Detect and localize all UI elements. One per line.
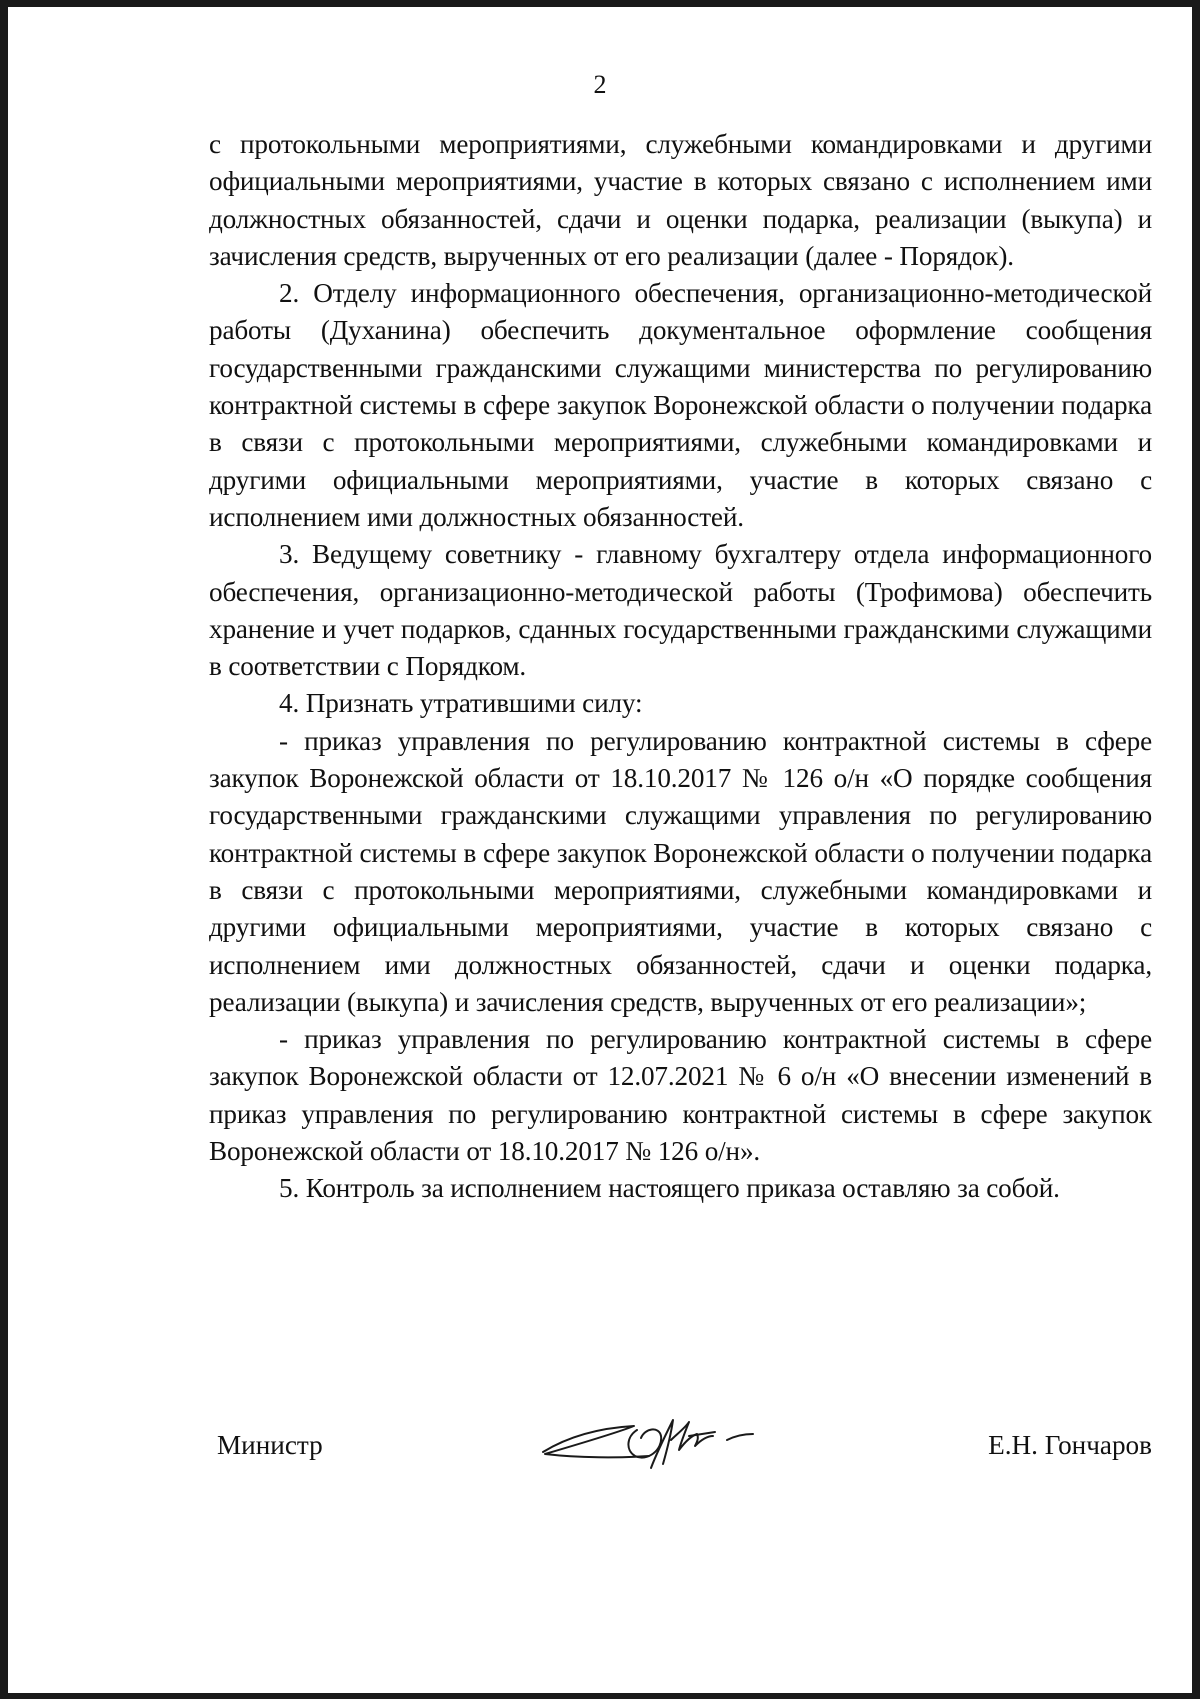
scan-edge-right	[1192, 0, 1200, 1699]
signer-position: Министр	[217, 1430, 323, 1460]
paragraph-item-4: 4. Признать утратившими силу:	[279, 688, 643, 719]
paragraph-item-5: 5. Контроль за исполнением настоящего приказа оставляю за собой.	[279, 1173, 1060, 1204]
signature-block	[209, 1418, 1152, 1508]
scan-edge-left	[0, 0, 8, 1699]
paragraph-repealed-order-1: - приказ управления по регулированию контрактной системы в сфере закупок Воронежской области от 18.10.2017 № 126 о/н «О порядке сообщения государственными гражданскими служащими управления по регулированию контрактной системы в сфере закупок Воронежской области о получении подарка в связи с протокольными мероприятиями, служебными командировками и другими официальными мероприятиями, участие в которых связано с исполнением ими должностных обязанностей, сдачи и оценки подарка, реализации (выкупа) и зачисления средств, вырученных от его реализации»;	[209, 725, 1152, 1017]
scan-edge-top	[0, 0, 1200, 7]
scan-edge-bottom	[0, 1693, 1200, 1699]
paragraph-item-2: 2. Отделу информационного обеспечения, организационно-методической работы (Духанина) обеспечить документальное оформление сообщения государственными гражданскими служащими министерства по регулированию контрактной системы в сфере закупок Воронежской области о получении подарка в связи с протокольными мероприятиями, служебными командировками и другими официальными мероприятиями, участие в которых связано с исполнением ими должностных обязанностей.	[209, 278, 1152, 532]
page-number: 2	[593, 70, 607, 99]
paragraph-repealed-order-2: - приказ управления по регулированию контрактной системы в сфере закупок Воронежской области от 12.07.2021 № 6 о/н «О внесении изменений в приказ управления по регулированию контрактной системы в сфере закупок Воронежской области от 18.10.2017 № 126 о/н».	[209, 1024, 1152, 1167]
paragraph-continuation: с протокольными мероприятиями, служебными командировками и другими официальными мероприятиями, участие в которых связано с исполнением ими должностных обязанностей, сдачи и оценки подарка, реализации (выкупа) и зачисления средств, вырученных от его реализации (далее - Порядок).	[209, 129, 1152, 271]
paragraph-item-3: 3. Ведущему советнику - главному бухгалтеру отдела информационного обеспечения, организационно-методической работы (Трофимова) обеспечить хранение и учет подарков, сданных государственными гражданскими служащими в соответствии с Порядком.	[209, 539, 1152, 682]
signer-name: Е.Н. Гончаров	[988, 1430, 1152, 1460]
handwritten-signature	[539, 1406, 769, 1486]
document-body	[209, 126, 1152, 1208]
